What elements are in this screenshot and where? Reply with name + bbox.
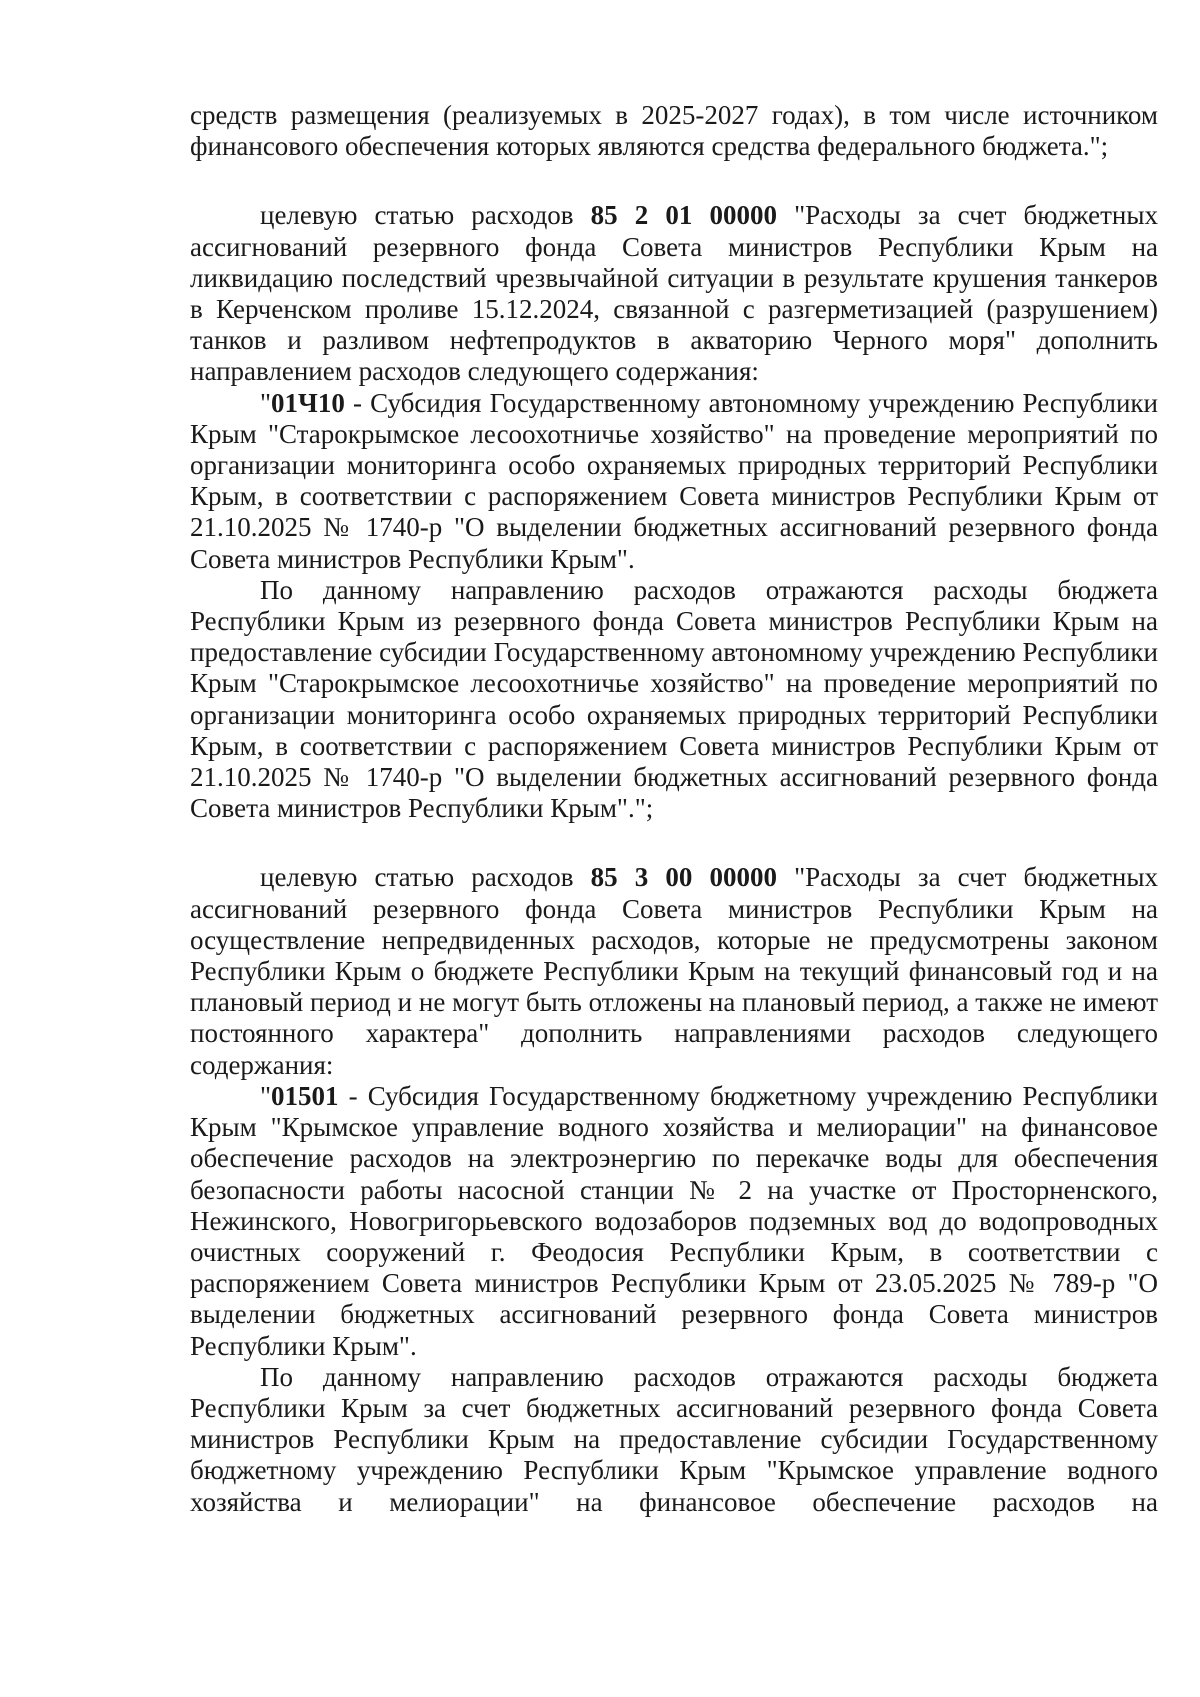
document-page [190, 100, 1158, 1518]
article-text: "Расходы за счет бюджетных ассигнований резервного фонда Совета министров Республики Крым на осуществление непредвиденных расходов, которые не предусмотрены законом Республики Крым о бюджете Республики Крым на текущий финансовый год и на плановый период и не могут быть отложены на плановый период, а также не имеют постоянного характера" дополнить направлениями расходов следующего содержания: [190, 862, 1159, 1080]
entry-text: - Субсидия Государственному бюджетному учреждению Республики Крым "Крымское управление водного хозяйства и мелиорации" на финансовое обеспечение расходов на электроэнергию по перекачке воды для обеспечения безопасности работы насосной станции № 2 на участке от Просторненского, Нежинского, Новогригорьевского водозаборов подземных вод до водопроводных очистных сооружений г. Феодосия Республики Крым, в соответствии с распоряжением Совета министров Республики Крым от 23.05.2025 № 789-р "О выделении бюджетных ассигнований резервного фонда Совета министров Республики Крым". [190, 1080, 1158, 1361]
entry-code: 01501 [271, 1080, 339, 1111]
article-code: 85 3 00 00000 [590, 862, 777, 893]
article-text: "Расходы за счет бюджетных ассигнований резервного фонда Совета министров Республики Крым на ликвидацию последствий чрезвычайной ситуации в результате крушения танкеров в Керченском проливе 15.12.2024, связанной с разгерметизацией (разрушением) танков и разливом нефтепродуктов в акваторию Черного моря" дополнить направлением расходов следующего содержания: [190, 200, 1159, 387]
expense-description-01501: По данному направлению расходов отражаются расходы бюджета Республики Крым за счет бюджетных ассигнований резервного фонда Совета министров Республики Крым на предоставление субсидии Государственному бюджетному учреждению Республики Крым "Крымское управление водного хозяйства и мелиорации" на финансовое обеспечение расходов на [190, 1361, 1158, 1517]
entry-quote: " [260, 387, 272, 418]
article-85-3-00-paragraph [190, 862, 1158, 1080]
intro-paragraph: средств размещения (реализуемых в 2025-2027 годах), в том числе источником финансового обеспечения которых являются средства федерального бюджета."; [190, 100, 1158, 162]
expense-entry-01Ч10 [190, 388, 1158, 575]
article-prefix: целевую статью расходов [260, 200, 591, 231]
article-prefix: целевую статью расходов [260, 862, 591, 893]
expense-description-01Ч10: По данному направлению расходов отражаются расходы бюджета Республики Крым из резервного фонда Совета министров Республики Крым на предоставление субсидии Государственному автономному учреждению Республики Крым "Старокрымское лесоохотничье хозяйство" на проведение мероприятий по организации мониторинга особо охраняемых природных территорий Республики Крым, в соответствии с распоряжением Совета министров Республики Крым от 21.10.2025 № 1740-р "О выделении бюджетных ассигнований резервного фонда Совета министров Республики Крым"."; [190, 574, 1158, 824]
entry-quote: " [260, 1080, 272, 1111]
entry-text: - Субсидия Государственному автономному учреждению Республики Крым "Старокрымское лесоохотничье хозяйство" на проведение мероприятий по организации мониторинга особо охраняемых природных территорий Республики Крым, в соответствии с распоряжением Совета министров Республики Крым от 21.10.2025 № 1740-р "О выделении бюджетных ассигнований резервного фонда Совета министров Республики Крым". [190, 387, 1158, 574]
entry-code: 01Ч10 [271, 387, 345, 418]
expense-entry-01501 [190, 1081, 1158, 1362]
article-code: 85 2 01 00000 [590, 200, 777, 231]
article-85-2-01-paragraph [190, 200, 1158, 387]
